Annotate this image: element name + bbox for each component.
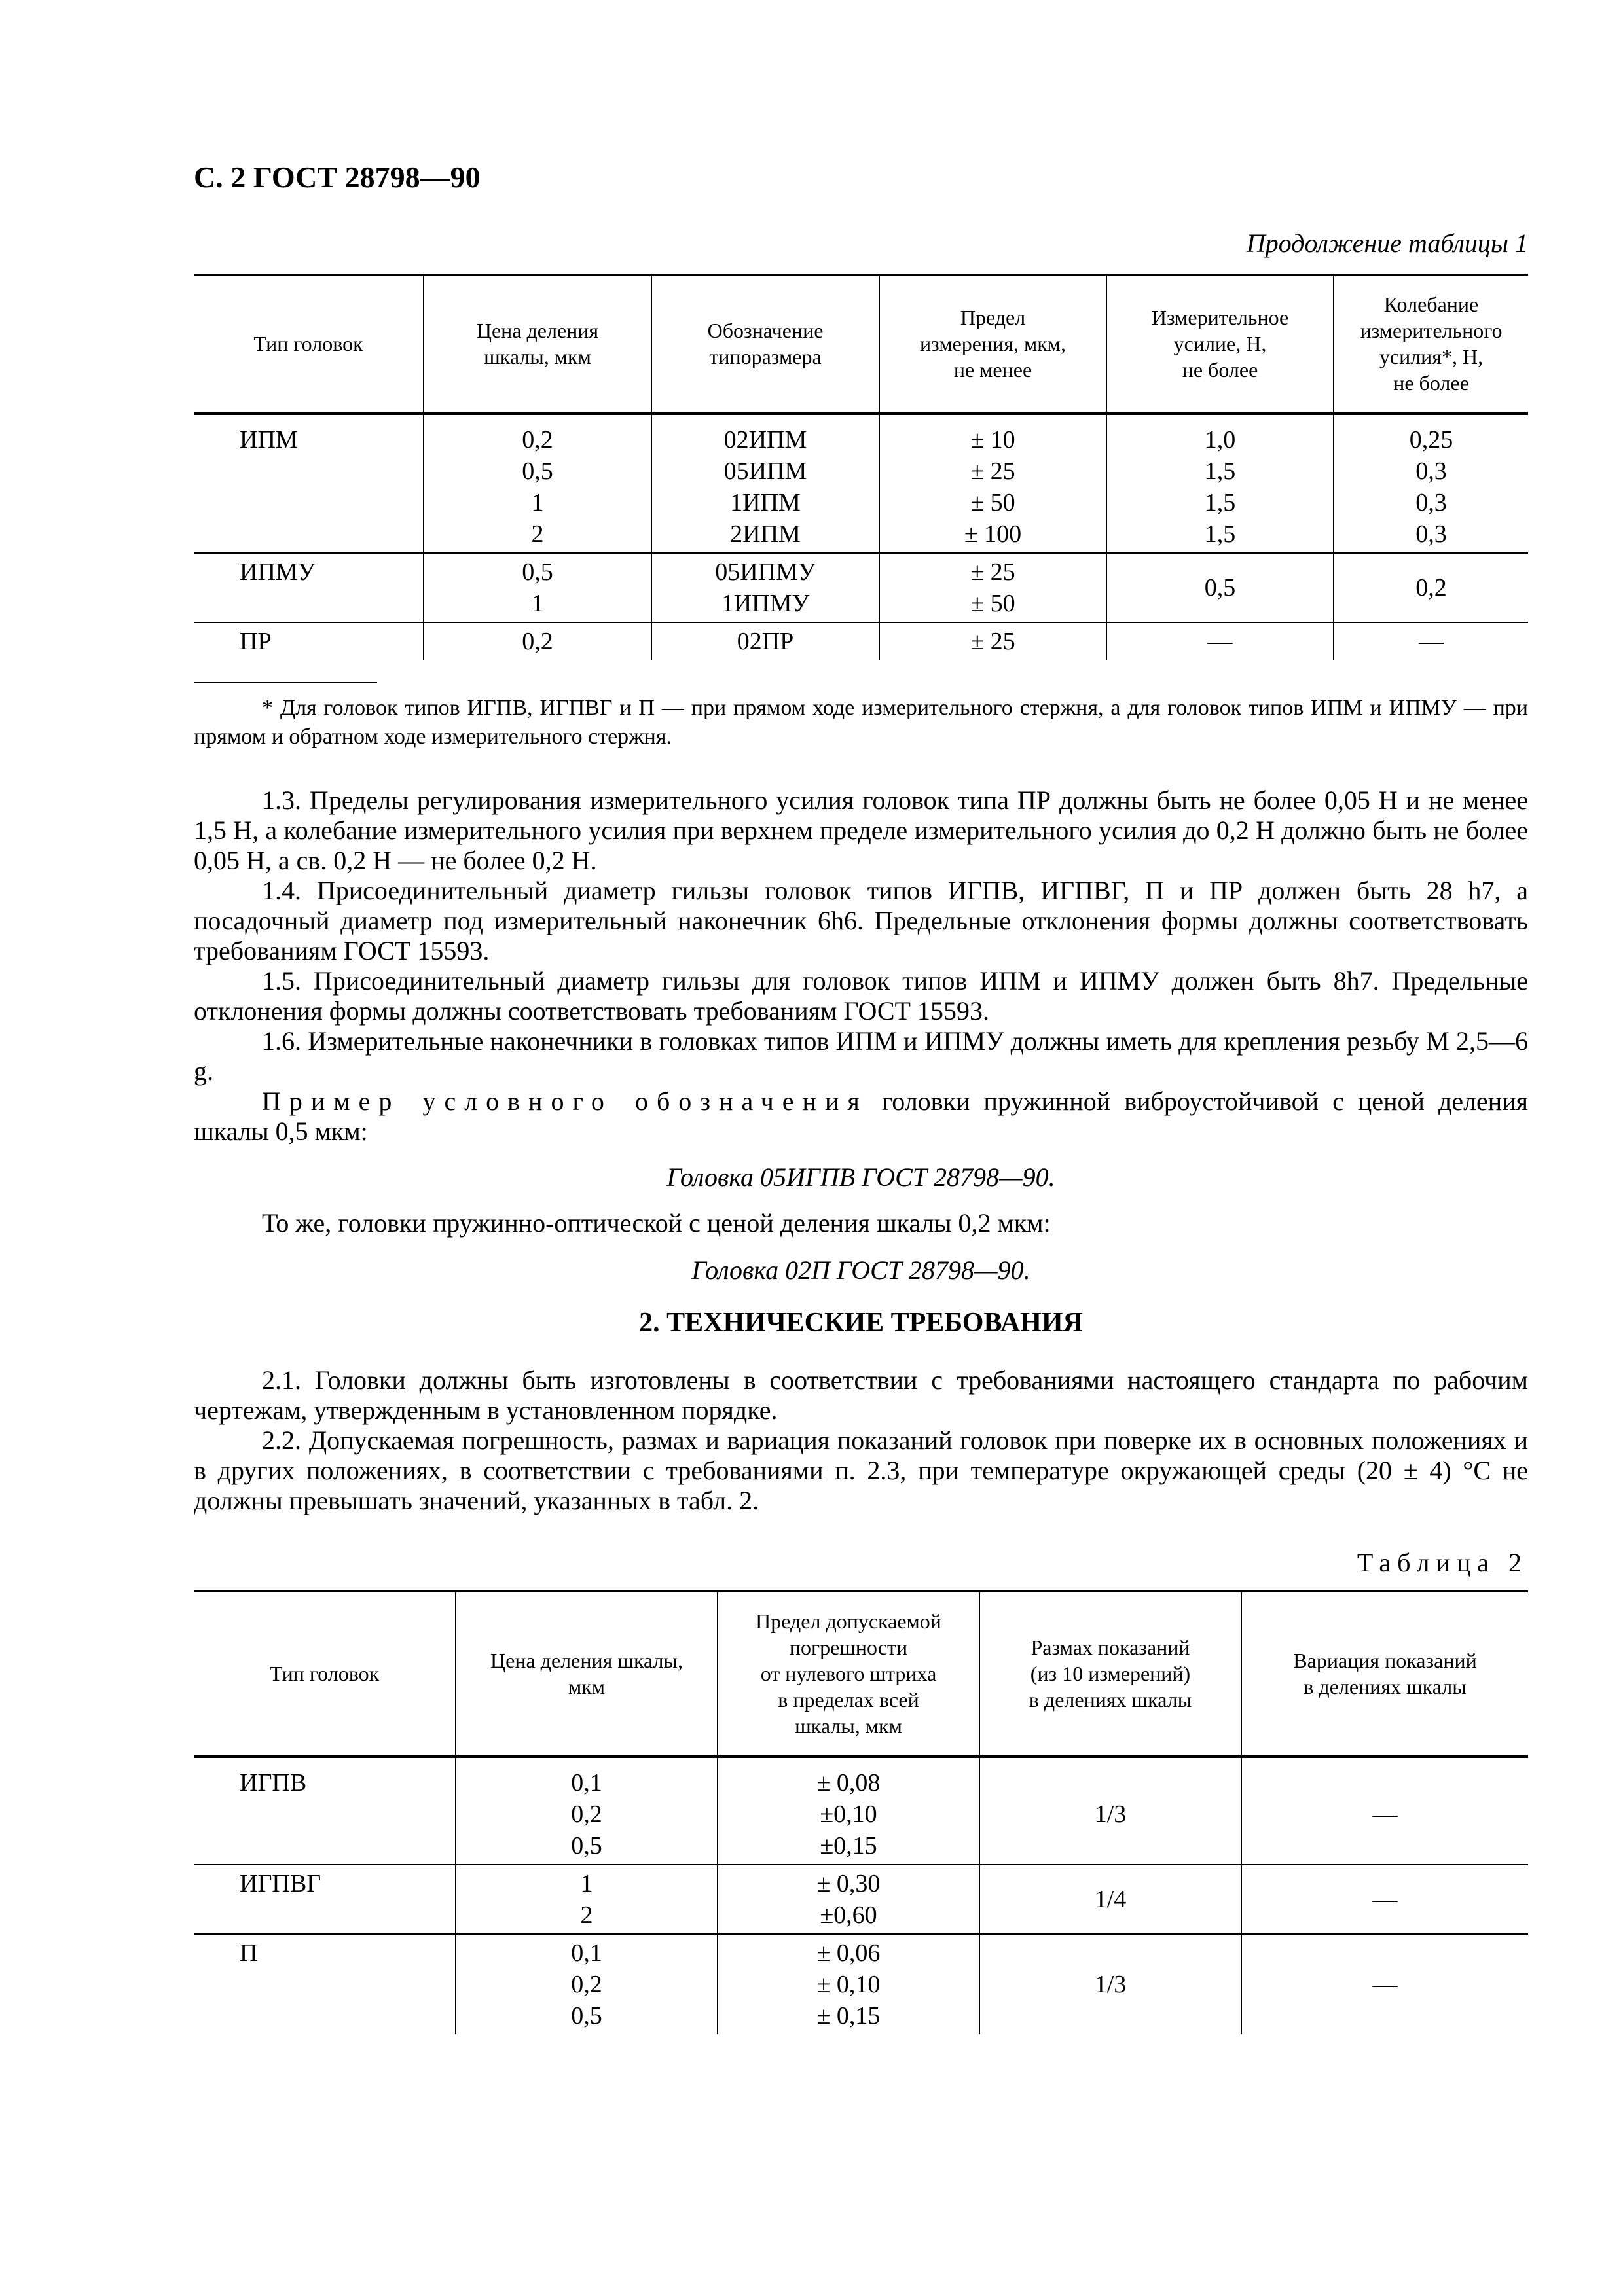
- cell-line: усилие, Н,: [1173, 332, 1267, 355]
- cell-line: 1,5: [1204, 489, 1236, 516]
- table1-fluctuation-cell: [1334, 553, 1528, 622]
- cell-line: 0,5: [522, 457, 553, 485]
- cell-line: 2ИПМ: [730, 520, 801, 548]
- paragraph-2-1: 2.1. Головки должны быть изготовлены в соответствии с требованиями настоящего стандарта по рабочим чертежам, утвержденным в установленном порядке.: [194, 1365, 1528, 1425]
- cell-line: ± 25: [970, 558, 1015, 586]
- table2-range-cell: [979, 1865, 1241, 1934]
- cell-line: ПР: [240, 628, 272, 655]
- cell-line: Измерительное: [1151, 306, 1289, 329]
- paragraph-2-2: 2.2. Допускаемая погрешность, размах и вариация показаний головок при поверке их в основных положениях и в других положениях, в соответствии с требованиями п. 2.3, при температуре окружающей среды (20 ± 4) °С не должны превышать значений, указанных в табл. 2.: [194, 1426, 1528, 1515]
- cell-line: 0,2: [571, 1971, 602, 1998]
- cell-line: 0,2: [522, 628, 553, 655]
- designation-example-2: Головка 02П ГОСТ 28798—90.: [691, 1255, 1030, 1285]
- cell-line: ИПМУ: [240, 558, 316, 586]
- cell-line: мкм: [568, 1675, 606, 1698]
- cell-line: —: [1419, 628, 1444, 655]
- cell-line: 1,5: [1204, 520, 1236, 548]
- cell-line: Тип головок: [253, 332, 363, 355]
- table2-range-cell: [979, 1757, 1241, 1865]
- cell-line: Цена деления: [476, 319, 599, 342]
- cell-line: в пределах всей: [778, 1688, 919, 1712]
- cell-line: 2: [580, 1901, 593, 1929]
- table-row: [194, 622, 1528, 660]
- table1-designation-cell: [651, 414, 879, 554]
- cell-line: ± 100: [964, 520, 1022, 548]
- cell-line: ±0,60: [820, 1901, 877, 1929]
- cell-line: шкалы, мкм: [795, 1714, 902, 1738]
- table2-header-cell: [1241, 1592, 1528, 1757]
- cell-line: 0,3: [1415, 457, 1447, 485]
- cell-line: ± 0,10: [816, 1971, 881, 1998]
- cell-line: ± 0,08: [816, 1769, 881, 1797]
- cell-line: 1,0: [1204, 426, 1236, 454]
- example-text: головки пружинной виброустойчивой с ценой деления шкалы 0,5 мкм:: [194, 1086, 1528, 1146]
- cell-line: 0,1: [571, 1769, 602, 1797]
- cell-line: ИГПВГ: [240, 1870, 321, 1897]
- table-row: [194, 1757, 1528, 1865]
- table1-footnote: * Для головок типов ИГПВ, ИГПВГ и П — при прямом ходе измерительного стержня, а для головок типов ИПМ и ИПМУ — при прямом и обратном ходе измерительного стержня.: [194, 696, 1528, 749]
- cell-line: не менее: [953, 358, 1032, 382]
- cell-line: ± 50: [970, 590, 1015, 617]
- cell-line: 0,5: [571, 1832, 602, 1859]
- cell-line: 0,3: [1415, 489, 1447, 516]
- designation-example-paragraph: [194, 1086, 1528, 1147]
- table1-header-row: [194, 275, 1528, 414]
- cell-line: ± 0,15: [816, 2002, 881, 2030]
- cell-line: типоразмера: [709, 345, 822, 368]
- table1-type-cell: [194, 622, 424, 660]
- table2-caption: Таблица 2: [1357, 1548, 1528, 1577]
- cell-line: 0,2: [522, 426, 553, 454]
- footnote-separator: [194, 682, 377, 683]
- table1-type-cell: [194, 553, 424, 622]
- table1-header-cell: [1334, 275, 1528, 414]
- designation-example-1: Головка 05ИГПВ ГОСТ 28798—90.: [666, 1162, 1055, 1192]
- cell-line: 1: [531, 489, 544, 516]
- cell-line: ± 50: [970, 489, 1015, 516]
- table1-division-cell: [424, 553, 651, 622]
- table2-header-cell: [194, 1592, 456, 1757]
- cell-line: —: [1372, 1801, 1398, 1828]
- table2-header-cell: [456, 1592, 718, 1757]
- table2-type-cell: [194, 1757, 456, 1865]
- cell-line: ±0,10: [820, 1801, 877, 1828]
- table1-continuation-caption: Продолжение таблицы 1: [1246, 228, 1528, 258]
- table2-division-cell: [456, 1934, 718, 2034]
- cell-line: Вариация показаний: [1293, 1649, 1477, 1672]
- cell-line: 1/3: [1094, 1801, 1127, 1828]
- table-1: [194, 274, 1528, 660]
- table-row: [194, 553, 1528, 622]
- table1-designation-cell: [651, 553, 879, 622]
- cell-line: 1: [580, 1870, 593, 1897]
- cell-line: Колебание: [1383, 293, 1479, 316]
- cell-line: шкалы, мкм: [484, 345, 591, 368]
- table1-limit-cell: [879, 553, 1106, 622]
- cell-line: 0,1: [571, 1939, 602, 1967]
- document-page: [194, 0, 1528, 2296]
- table2-error-cell: [718, 1757, 979, 1865]
- cell-line: 0,2: [571, 1801, 602, 1828]
- table1-force-cell: [1106, 414, 1334, 554]
- cell-line: 02ПР: [737, 628, 794, 655]
- table2-division-cell: [456, 1757, 718, 1865]
- cell-line: 0,5: [571, 2002, 602, 2030]
- cell-line: ± 0,06: [816, 1939, 881, 1967]
- cell-line: 1ИПМ: [730, 489, 801, 516]
- same-designation-paragraph: То же, головки пружинно-оптической с ценой деления шкалы 0,2 мкм:: [262, 1208, 1051, 1238]
- table1-limit-cell: [879, 622, 1106, 660]
- cell-line: 0,2: [1415, 574, 1447, 601]
- cell-line: П: [240, 1939, 258, 1967]
- cell-line: ±0,15: [820, 1832, 877, 1859]
- cell-line: 05ИПМ: [723, 457, 807, 485]
- paragraph-1-5: 1.5. Присоединительный диаметр гильзы для головок типов ИПМ и ИПМУ должен быть 8h7. Предельные отклонения формы должны соответствовать требованиям ГОСТ 15593.: [194, 966, 1528, 1026]
- table2-range-cell: [979, 1934, 1241, 2034]
- table1-limit-cell: [879, 414, 1106, 554]
- cell-line: 1ИПМУ: [721, 590, 810, 617]
- table-row: [194, 414, 1528, 554]
- cell-line: —: [1207, 628, 1233, 655]
- cell-line: Обозначение: [707, 319, 824, 342]
- table-2: [194, 1590, 1528, 2034]
- table2-variation-cell: [1241, 1865, 1528, 1934]
- table1-header-cell: [194, 275, 424, 414]
- cell-line: 0,3: [1415, 520, 1447, 548]
- cell-line: 1/3: [1094, 1971, 1127, 1998]
- cell-line: Предел: [960, 306, 1026, 329]
- cell-line: не более: [1182, 358, 1258, 382]
- cell-line: Тип головок: [269, 1662, 380, 1685]
- cell-line: усилия*, Н,: [1379, 345, 1484, 368]
- cell-line: в делениях шкалы: [1029, 1688, 1192, 1712]
- table2-variation-cell: [1241, 1934, 1528, 2034]
- table1-force-cell: [1106, 553, 1334, 622]
- cell-line: 0,25: [1409, 426, 1453, 454]
- cell-line: ИПМ: [240, 426, 298, 454]
- table2-type-cell: [194, 1865, 456, 1934]
- cell-line: —: [1372, 1886, 1398, 1913]
- cell-line: 0,5: [522, 558, 553, 586]
- section-2-block: [194, 1365, 1528, 1516]
- section-2-title: 2. ТЕХНИЧЕСКИЕ ТРЕБОВАНИЯ: [639, 1308, 1083, 1338]
- cell-line: в делениях шкалы: [1304, 1675, 1467, 1698]
- cell-line: 1,5: [1204, 457, 1236, 485]
- cell-line: ± 25: [970, 457, 1015, 485]
- cell-line: (из 10 измерений): [1030, 1662, 1191, 1685]
- table1-header-cell: [424, 275, 651, 414]
- cell-line: Размах показаний: [1030, 1636, 1190, 1659]
- paragraph-1-6: 1.6. Измерительные наконечники в головках типов ИПМ и ИПМУ должны иметь для крепления резьбу М 2,5—6 g.: [194, 1026, 1528, 1086]
- table2-header-row: [194, 1592, 1528, 1757]
- cell-line: ± 25: [970, 628, 1015, 655]
- cell-line: от нулевого штриха: [760, 1662, 937, 1685]
- table1-type-cell: [194, 414, 424, 554]
- table2-division-cell: [456, 1865, 718, 1934]
- cell-line: 1: [531, 590, 544, 617]
- table1-header-cell: [651, 275, 879, 414]
- example-label: Пример условного обозначения: [262, 1086, 868, 1116]
- cell-line: ИГПВ: [240, 1769, 307, 1797]
- paragraphs-block: [194, 785, 1528, 1285]
- table2-header-cell: [979, 1592, 1241, 1757]
- table1-designation-cell: [651, 622, 879, 660]
- cell-line: ± 10: [970, 426, 1015, 454]
- table2-error-cell: [718, 1934, 979, 2034]
- table1-header-cell: [879, 275, 1106, 414]
- table2-error-cell: [718, 1865, 979, 1934]
- table1-division-cell: [424, 622, 651, 660]
- table1-header-cell: [1106, 275, 1334, 414]
- paragraph-1-3: 1.3. Пределы регулирования измерительного усилия головок типа ПР должны быть не более 0,05 Н и не менее 1,5 Н, а колебание измерительного усилия при верхнем пределе измерительного усилия до 0,2 Н должно быть не более 0,05 Н, а св. 0,2 Н — не более 0,2 Н.: [194, 785, 1528, 875]
- cell-line: 2: [531, 520, 544, 548]
- table-row: [194, 1865, 1528, 1934]
- table1-fluctuation-cell: [1334, 622, 1528, 660]
- table1-division-cell: [424, 414, 651, 554]
- table2-variation-cell: [1241, 1757, 1528, 1865]
- paragraph-1-4: 1.4. Присоединительный диаметр гильзы головок типов ИГПВ, ИГПВГ, П и ПР должен быть 28 h7, а посадочный диаметр под измерительный наконечник 6h6. Предельные отклонения формы должны соответствовать требованиям ГОСТ 15593.: [194, 876, 1528, 965]
- cell-line: измерительного: [1360, 319, 1503, 342]
- cell-line: 0,5: [1204, 574, 1236, 601]
- page-header: С. 2 ГОСТ 28798—90: [194, 160, 481, 194]
- cell-line: Предел допускаемой: [756, 1609, 941, 1633]
- cell-line: 05ИПМУ: [715, 558, 816, 586]
- cell-line: Цена деления шкалы,: [490, 1649, 683, 1672]
- table2-type-cell: [194, 1934, 456, 2034]
- cell-line: не более: [1393, 371, 1469, 395]
- cell-line: погрешности: [789, 1636, 908, 1659]
- table1-fluctuation-cell: [1334, 414, 1528, 554]
- cell-line: —: [1372, 1971, 1398, 1998]
- table1-force-cell: [1106, 622, 1334, 660]
- table2-header-cell: [718, 1592, 979, 1757]
- cell-line: 1/4: [1094, 1886, 1127, 1913]
- cell-line: 02ИПМ: [723, 426, 807, 454]
- table-row: [194, 1934, 1528, 2034]
- cell-line: ± 0,30: [816, 1870, 881, 1897]
- cell-line: измерения, мкм,: [920, 332, 1066, 355]
